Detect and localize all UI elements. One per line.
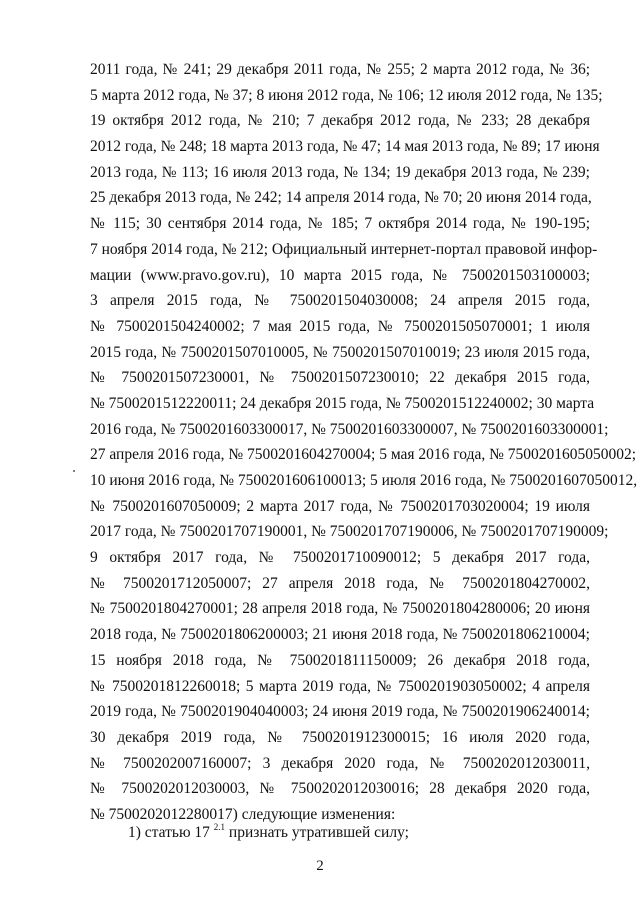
text-line: 10 июня 2016 года, № 7500201606100013; 5 июля 2016 года, № 7500201607050012, — [90, 472, 638, 489]
text-line: № 7500201712050007; 27 апреля 2018 года, № 7500201804270002, — [90, 574, 590, 592]
text-line: № 7500202012030003, № 7500202012030016; 28 декабря 2020 года, — [90, 780, 590, 798]
text-line: № 7500201504240002; 7 мая 2015 года, № 7500201505070001; 1 июля — [90, 317, 590, 335]
text-line: 2017 года, № 7500201707190001, № 7500201707190006, № 7500201707190009; — [90, 523, 609, 541]
item-prefix: 1) статью 17 — [128, 824, 210, 841]
text-line: мации (www.pravo.gov.ru), 10 марта 2015 года, № 7500201503100003; — [90, 266, 590, 284]
text-line: 2012 года, № 248; 18 марта 2013 года, № 47; 14 мая 2013 года, № 89; 17 июня — [90, 138, 600, 156]
text-line: 2011 года, № 241; 29 декабря 2011 года, № 255; 2 марта 2012 года, № 36; — [90, 61, 590, 78]
margin-mark — [73, 470, 75, 472]
text-line: 15 ноября 2018 года, № 7500201811150009; 26 декабря 2018 года, — [90, 651, 590, 669]
text-line: № 115; 30 сентября 2014 года, № 185; 7 октября 2014 года, № 190-195; — [90, 215, 590, 233]
item-suffix: признать утратившей силу; — [225, 824, 409, 841]
text-line: 2019 года, № 7500201904040003; 24 июня 2019 года, № 7500201906240014; — [90, 703, 590, 721]
text-line: 9 октября 2017 года, № 7500201710090012; 5 декабря 2017 года, — [90, 549, 590, 567]
text-line: № 7500201607050009; 2 марта 2017 года, № 7500201703020004; 19 июля — [90, 497, 590, 515]
text-line: № 7500201507230001, № 7500201507230010; 22 декабря 2015 года, — [90, 369, 590, 387]
body-text — [90, 57, 638, 828]
text-line: 3 апреля 2015 года, № 7500201504030008; 24 апреля 2015 года, — [90, 292, 590, 310]
text-line: № 7500201812260018; 5 марта 2019 года, № 7500201903050002; 4 апреля — [90, 677, 590, 695]
text-line: № 7500201804270001; 28 апреля 2018 года, № 7500201804280006; 20 июня — [90, 600, 590, 618]
text-line: № 7500202007160007; 3 декабря 2020 года, № 7500202012030011, — [90, 754, 590, 772]
text-line: 5 марта 2012 года, № 37; 8 июня 2012 года, № 106; 12 июля 2012 года, № 135; — [90, 86, 603, 104]
text-line: № 7500201512220011; 24 декабря 2015 года, № 7500201512240002; 30 марта — [90, 394, 595, 412]
text-line: 7 ноября 2014 года, № 212; Официальный интернет-портал правовой инфор- — [90, 240, 598, 258]
page-number: 2 — [316, 858, 324, 874]
text-line: 2015 года, № 7500201507010005, № 7500201507010019; 23 июля 2015 года, — [90, 343, 590, 361]
text-line: 25 декабря 2013 года, № 242; 14 апреля 2014 года, № 70; 20 июня 2014 года, — [90, 189, 592, 207]
text-line: 2013 года, № 113; 16 июля 2013 года, № 134; 19 декабря 2013 года, № 239; — [90, 163, 590, 181]
item-superscript: 2.1 — [213, 822, 226, 832]
text-line: 19 октября 2012 года, № 210; 7 декабря 2012 года, № 233; 28 декабря — [90, 112, 590, 130]
text-line: 2018 года, № 7500201806200003; 21 июня 2018 года, № 7500201806210004; — [90, 626, 590, 644]
text-line: 2016 года, № 7500201603300017, № 7500201603300007, № 7500201603300001; — [90, 420, 609, 438]
text-line: № 7500202012280017) следующие изменения: — [90, 805, 396, 823]
list-item-1 — [128, 823, 409, 843]
text-line: 27 апреля 2016 года, № 7500201604270004; 5 мая 2016 года, № 7500201605050002; — [90, 446, 637, 464]
text-line: 30 декабря 2019 года, № 7500201912300015; 16 июля 2020 года, — [90, 728, 590, 746]
